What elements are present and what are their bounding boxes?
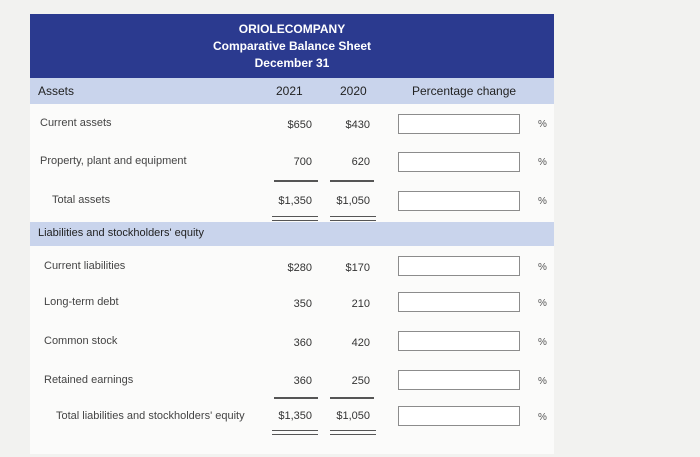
underline-2020-retained-earnings (330, 397, 374, 399)
retained-earnings-pct-sign: % (538, 376, 547, 387)
long-term-debt-2021: 350 (293, 298, 312, 310)
ppe-pct-sign: % (538, 157, 547, 168)
common-stock-2021: 360 (293, 337, 312, 349)
percentage-change-heading: Percentage change (412, 84, 517, 98)
total-liabilities-equity-2020: $1,050 (336, 410, 370, 422)
long-term-debt-pct-sign: % (538, 298, 547, 309)
current-assets-2021: $650 (287, 119, 312, 131)
column-header-row (30, 78, 554, 104)
total-assets-2021: $1,350 (278, 195, 312, 207)
row-label-ppe: Property, plant and equipment (40, 155, 187, 167)
total-liabilities-equity-pct-sign: % (538, 412, 547, 423)
retained-earnings-pct-input[interactable] (398, 370, 520, 390)
common-stock-pct-input[interactable] (398, 331, 520, 351)
sheet-title: Comparative Balance Sheet (212, 39, 372, 53)
sheet-date: December 31 (254, 56, 330, 70)
current-liabilities-2020: $170 (345, 262, 370, 274)
double-underline-2021-total-assets (272, 216, 318, 221)
row-label-common-stock: Common stock (44, 335, 118, 347)
underline-2021-ppe (274, 180, 318, 182)
current-liabilities-pct-sign: % (538, 262, 547, 273)
total-liabilities-equity-pct-input[interactable] (398, 406, 520, 426)
year-2021-heading: 2021 (276, 84, 303, 98)
company-name: ORIOLECOMPANY (238, 22, 346, 36)
retained-earnings-2020: 250 (351, 375, 370, 387)
total-assets-pct-input[interactable] (398, 191, 520, 211)
long-term-debt-pct-input[interactable] (398, 292, 520, 312)
current-liabilities-pct-input[interactable] (398, 256, 520, 276)
long-term-debt-2020: 210 (351, 298, 370, 310)
row-label-retained-earnings: Retained earnings (44, 374, 134, 386)
ppe-pct-input[interactable] (398, 152, 520, 172)
current-assets-pct-sign: % (538, 119, 547, 130)
liabilities-section-header (30, 222, 554, 246)
underline-2020-ppe (330, 180, 374, 182)
common-stock-pct-sign: % (538, 337, 547, 348)
double-underline-2020-total-liabilities (330, 430, 376, 435)
liabilities-section-title: Liabilities and stockholders' equity (38, 227, 204, 239)
row-label-current-assets: Current assets (40, 117, 112, 129)
row-label-current-liabilities: Current liabilities (44, 260, 126, 272)
total-liabilities-equity-2021: $1,350 (278, 410, 312, 422)
total-assets-2020: $1,050 (336, 195, 370, 207)
ppe-2020: 620 (351, 156, 370, 168)
double-underline-2021-total-liabilities (272, 430, 318, 435)
ppe-2021: 700 (293, 156, 312, 168)
current-liabilities-2021: $280 (287, 262, 312, 274)
retained-earnings-2021: 360 (293, 375, 312, 387)
current-assets-2020: $430 (345, 119, 370, 131)
row-label-total-liabilities-equity: Total liabilities and stockholders' equity (56, 410, 245, 422)
row-label-long-term-debt: Long-term debt (44, 296, 119, 308)
row-label-total-assets: Total assets (52, 194, 111, 206)
total-assets-pct-sign: % (538, 196, 547, 207)
double-underline-2020-total-assets (330, 216, 376, 221)
year-2020-heading: 2020 (340, 84, 367, 98)
underline-2021-retained-earnings (274, 397, 318, 399)
common-stock-2020: 420 (351, 337, 370, 349)
sheet-header (30, 14, 554, 78)
assets-heading: Assets (38, 84, 75, 98)
current-assets-pct-input[interactable] (398, 114, 520, 134)
